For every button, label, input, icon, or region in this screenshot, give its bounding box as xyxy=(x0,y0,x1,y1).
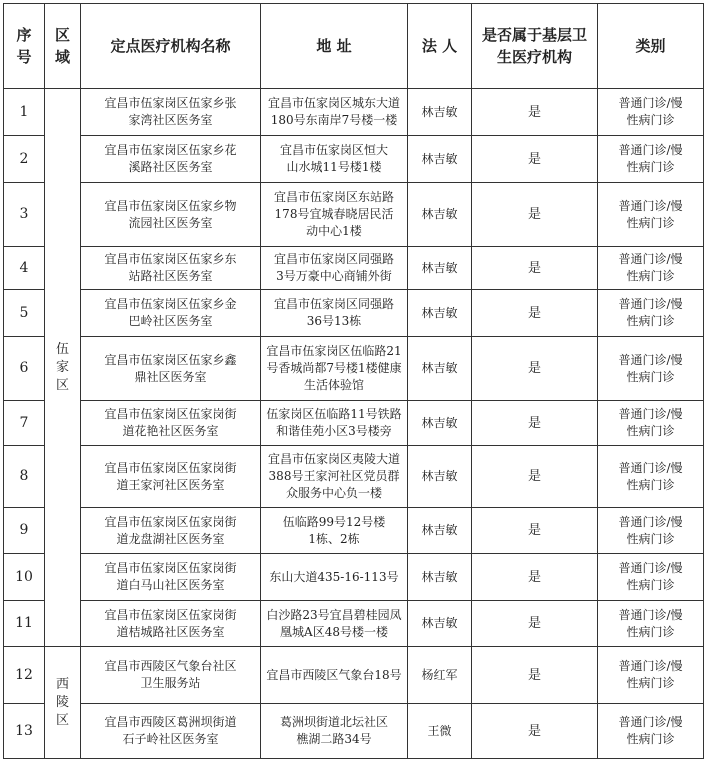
header-name: 定点医疗机构名称 xyxy=(81,4,261,89)
header-seq: 序号 xyxy=(4,4,45,89)
legal-person: 林吉敏 xyxy=(408,446,472,508)
row-number: 2 xyxy=(4,136,45,183)
legal-person: 林吉敏 xyxy=(408,508,472,554)
institution-name: 宜昌市伍家岗区伍家乡物流园社区医务室 xyxy=(81,183,261,247)
institution-name: 宜昌市伍家岗区伍家乡东站路社区医务室 xyxy=(81,247,261,290)
institution-name: 宜昌市伍家岗区伍家岗街道白马山社区医务室 xyxy=(81,554,261,601)
row-number: 4 xyxy=(4,247,45,290)
grassroots-flag: 是 xyxy=(472,183,598,247)
legal-person: 王微 xyxy=(408,704,472,759)
table-row xyxy=(4,89,704,136)
row-number: 13 xyxy=(4,704,45,759)
legal-person: 林吉敏 xyxy=(408,89,472,136)
grassroots-flag: 是 xyxy=(472,601,598,647)
header-grassroots: 是否属于基层卫生医疗机构 xyxy=(472,4,598,89)
category: 普通门诊/慢性病门诊 xyxy=(598,89,704,136)
category: 普通门诊/慢性病门诊 xyxy=(598,247,704,290)
category: 普通门诊/慢性病门诊 xyxy=(598,401,704,446)
table-row xyxy=(4,704,704,759)
category: 普通门诊/慢性病门诊 xyxy=(598,647,704,704)
institution-name: 宜昌市伍家岗区伍家乡金巴岭社区医务室 xyxy=(81,290,261,337)
table-row xyxy=(4,647,704,704)
header-address: 地 址 xyxy=(261,4,408,89)
table-row xyxy=(4,337,704,401)
category: 普通门诊/慢性病门诊 xyxy=(598,554,704,601)
address: 伍临路99号12号楼1栋、2栋 xyxy=(261,508,408,554)
region-cell-wujiagang xyxy=(45,89,81,647)
category: 普通门诊/慢性病门诊 xyxy=(598,290,704,337)
address: 宜昌市伍家岗区同强路36号13栋 xyxy=(261,290,408,337)
legal-person: 林吉敏 xyxy=(408,290,472,337)
grassroots-flag: 是 xyxy=(472,554,598,601)
legal-person: 林吉敏 xyxy=(408,554,472,601)
address: 宜昌市西陵区气象台18号 xyxy=(261,647,408,704)
table-row xyxy=(4,290,704,337)
legal-person: 林吉敏 xyxy=(408,183,472,247)
grassroots-flag: 是 xyxy=(472,446,598,508)
region-cell-xiling xyxy=(45,647,81,759)
category: 普通门诊/慢性病门诊 xyxy=(598,136,704,183)
header-category: 类别 xyxy=(598,4,704,89)
address: 葛洲坝街道北坛社区樵湖二路34号 xyxy=(261,704,408,759)
header-legal: 法 人 xyxy=(408,4,472,89)
address: 宜昌市伍家岗区恒大山水城11号楼1楼 xyxy=(261,136,408,183)
row-number: 7 xyxy=(4,401,45,446)
address: 东山大道435-16-113号 xyxy=(261,554,408,601)
row-number: 11 xyxy=(4,601,45,647)
legal-person: 杨红军 xyxy=(408,647,472,704)
grassroots-flag: 是 xyxy=(472,647,598,704)
institution-name: 宜昌市伍家岗区伍家岗街道花艳社区医务室 xyxy=(81,401,261,446)
category: 普通门诊/慢性病门诊 xyxy=(598,704,704,759)
row-number: 5 xyxy=(4,290,45,337)
grassroots-flag: 是 xyxy=(472,401,598,446)
header-row xyxy=(4,4,704,89)
table-row xyxy=(4,554,704,601)
category: 普通门诊/慢性病门诊 xyxy=(598,508,704,554)
clinic-table xyxy=(3,3,704,759)
row-number: 10 xyxy=(4,554,45,601)
row-number: 6 xyxy=(4,337,45,401)
region-label: 西陵区 xyxy=(55,676,69,728)
institution-name: 宜昌市伍家岗区伍家乡张家湾社区医务室 xyxy=(81,89,261,136)
institution-name: 宜昌市伍家岗区伍家岗街道桔城路社区医务室 xyxy=(81,601,261,647)
row-number: 12 xyxy=(4,647,45,704)
row-number: 1 xyxy=(4,89,45,136)
table-row xyxy=(4,601,704,647)
row-number: 3 xyxy=(4,183,45,247)
legal-person: 林吉敏 xyxy=(408,247,472,290)
legal-person: 林吉敏 xyxy=(408,401,472,446)
category: 普通门诊/慢性病门诊 xyxy=(598,446,704,508)
grassroots-flag: 是 xyxy=(472,290,598,337)
institution-name: 宜昌市西陵区气象台社区卫生服务站 xyxy=(81,647,261,704)
category: 普通门诊/慢性病门诊 xyxy=(598,183,704,247)
address: 宜昌市伍家岗区同强路3号万豪中心商铺外街 xyxy=(261,247,408,290)
table-row xyxy=(4,247,704,290)
region-label: 伍家区 xyxy=(55,341,69,393)
legal-person: 林吉敏 xyxy=(408,337,472,401)
header-region: 区域 xyxy=(45,4,81,89)
category: 普通门诊/慢性病门诊 xyxy=(598,337,704,401)
institution-name: 宜昌市伍家岗区伍家岗街道龙盘湖社区医务室 xyxy=(81,508,261,554)
institution-name: 宜昌市伍家岗区伍家乡鑫鼎社区医务室 xyxy=(81,337,261,401)
address: 白沙路23号宜昌碧桂园凤凰城A区48号楼一楼 xyxy=(261,601,408,647)
grassroots-flag: 是 xyxy=(472,337,598,401)
address: 宜昌市伍家岗区伍临路21号香城尚都7号楼1楼健康生活体验馆 xyxy=(261,337,408,401)
table-row xyxy=(4,508,704,554)
grassroots-flag: 是 xyxy=(472,508,598,554)
grassroots-flag: 是 xyxy=(472,136,598,183)
grassroots-flag: 是 xyxy=(472,704,598,759)
category: 普通门诊/慢性病门诊 xyxy=(598,601,704,647)
address: 伍家岗区伍临路11号铁路和谐佳苑小区3号楼旁 xyxy=(261,401,408,446)
address: 宜昌市伍家岗区城东大道180号东南岸7号楼一楼 xyxy=(261,89,408,136)
institution-name: 宜昌市伍家岗区伍家岗街道王家河社区医务室 xyxy=(81,446,261,508)
institution-name: 宜昌市伍家岗区伍家乡花溪路社区医务室 xyxy=(81,136,261,183)
table-row xyxy=(4,136,704,183)
legal-person: 林吉敏 xyxy=(408,601,472,647)
table-row xyxy=(4,401,704,446)
grassroots-flag: 是 xyxy=(472,247,598,290)
table-row xyxy=(4,446,704,508)
table-row xyxy=(4,183,704,247)
institution-name: 宜昌市西陵区葛洲坝街道石子岭社区医务室 xyxy=(81,704,261,759)
grassroots-flag: 是 xyxy=(472,89,598,136)
row-number: 8 xyxy=(4,446,45,508)
row-number: 9 xyxy=(4,508,45,554)
address: 宜昌市伍家岗区东站路178号宜城春晓居民活动中心1楼 xyxy=(261,183,408,247)
address: 宜昌市伍家岗区夷陵大道388号王家河社区党员群众服务中心负一楼 xyxy=(261,446,408,508)
legal-person: 林吉敏 xyxy=(408,136,472,183)
